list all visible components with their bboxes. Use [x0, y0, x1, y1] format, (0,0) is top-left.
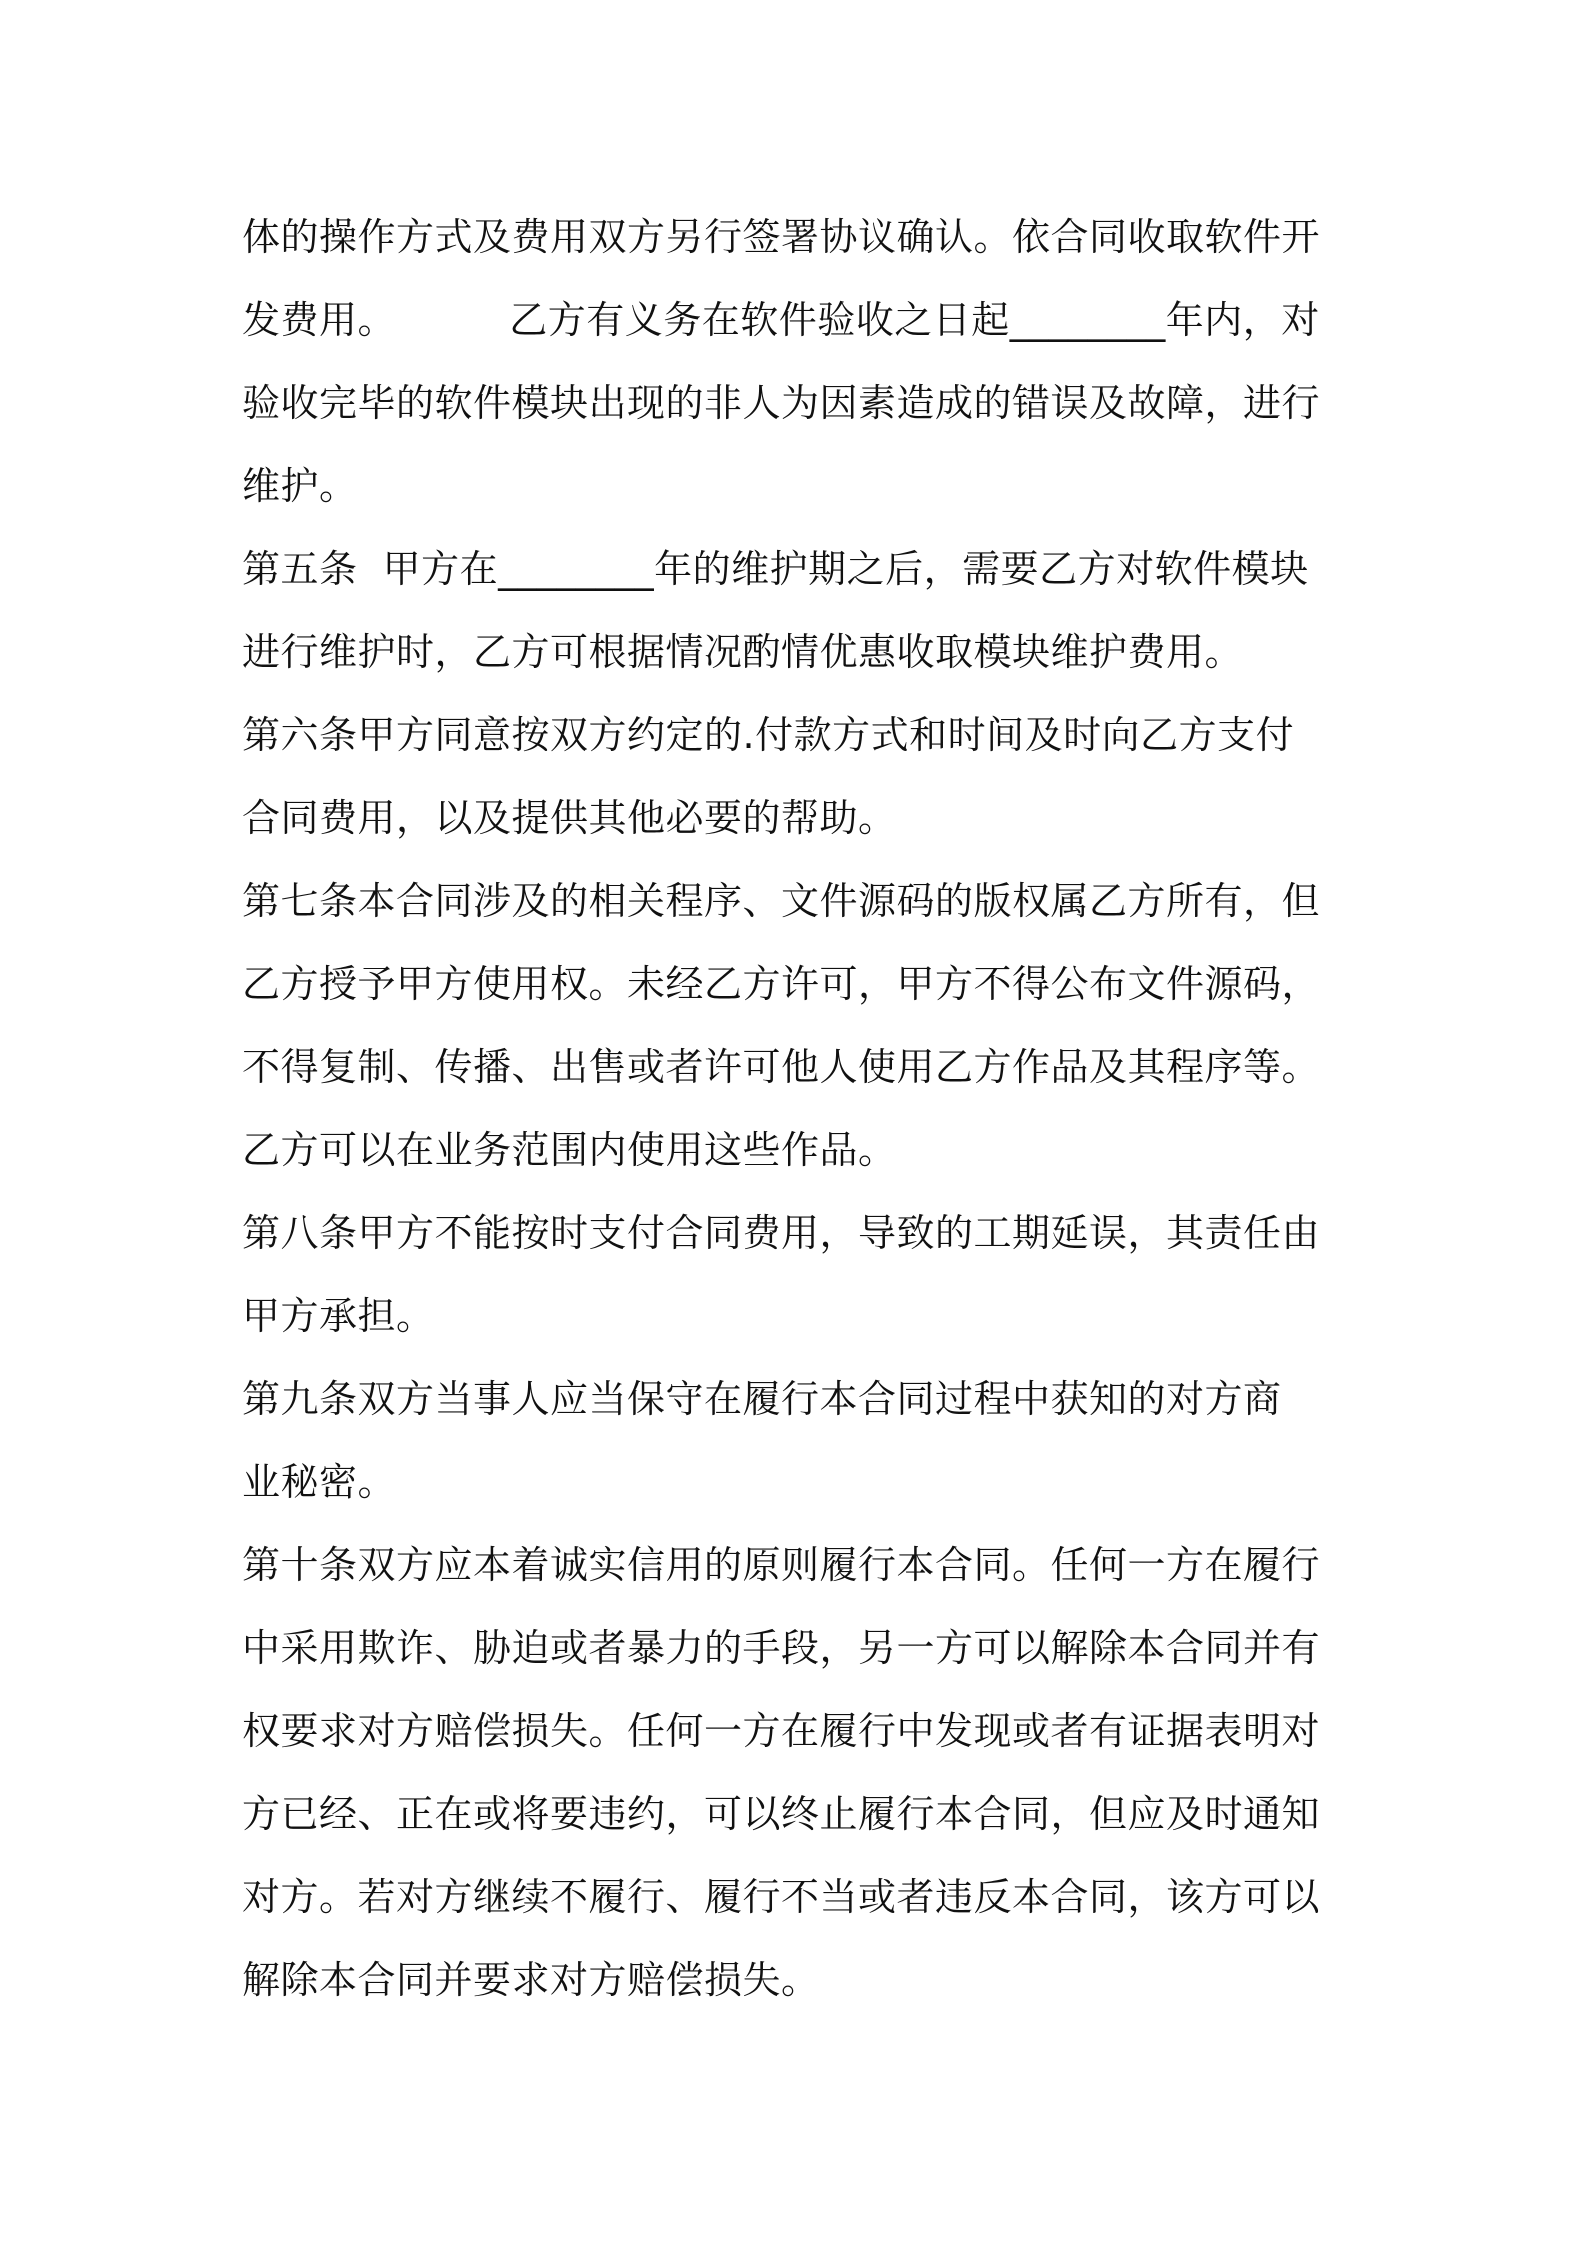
- text-line-10: 乙方授予甲方使用权。未经乙方许可，甲方不得公布文件源码，: [242, 962, 1321, 1006]
- text-line-6: 进行维护时，乙方可根据情况酌情优惠收取模块维护费用。: [242, 630, 1244, 674]
- text-line-17: 第十条双方应本着诚实信用的原则履行本合同。任何一方在履行: [242, 1543, 1321, 1587]
- text-line-14: 甲方承担。: [242, 1294, 435, 1338]
- text-line-1: 体的操作方式及费用双方另行签署协议确认。依合同收取软件开: [242, 215, 1321, 259]
- text-line-19: 权要求对方赔偿损失。任何一方在履行中发现或者有证据表明对: [242, 1709, 1321, 1753]
- text-line-9: 第七条本合同涉及的相关程序、文件源码的版权属乙方所有，但: [242, 879, 1321, 923]
- text-line-12: 乙方可以在业务范围内使用这些作品。: [242, 1128, 897, 1172]
- text-line-11: 不得复制、传播、出售或者许可他人使用乙方作品及其程序等。: [242, 1045, 1321, 1089]
- text-line-3: 验收完毕的软件模块出现的非人为因素造成的错误及故障，进行: [242, 381, 1321, 425]
- text-line-13: 第八条甲方不能按时支付合同费用，导致的工期延误，其责任由: [242, 1211, 1321, 1255]
- contract-text: [242, 196, 1362, 2022]
- text-line-8: 合同费用，以及提供其他必要的帮助。: [242, 796, 897, 840]
- text-line-18: 中采用欺诈、胁迫或者暴力的手段，另一方可以解除本合同并有: [242, 1626, 1321, 1670]
- text-line-16: 业秘密。: [242, 1460, 397, 1504]
- text-line-4: 维护。: [242, 464, 358, 508]
- text-line-22: 解除本合同并要求对方赔偿损失。: [242, 1958, 820, 2002]
- text-line-15: 第九条双方当事人应当保守在履行本合同过程中获知的对方商: [242, 1377, 1282, 1421]
- text-line-2: 发费用。 乙方有义务在软件验收之日起________年内，对: [242, 298, 1320, 342]
- text-line-7: 第六条甲方同意按双方约定的.付款方式和时间及时向乙方支付: [242, 713, 1295, 757]
- text-line-21: 对方。若对方继续不履行、履行不当或者违反本合同，该方可以: [242, 1875, 1321, 1919]
- text-line-5: 第五条 甲方在________年的维护期之后，需要乙方对软件模块: [242, 547, 1309, 591]
- text-line-20: 方已经、正在或将要违约，可以终止履行本合同，但应及时通知: [242, 1792, 1321, 1836]
